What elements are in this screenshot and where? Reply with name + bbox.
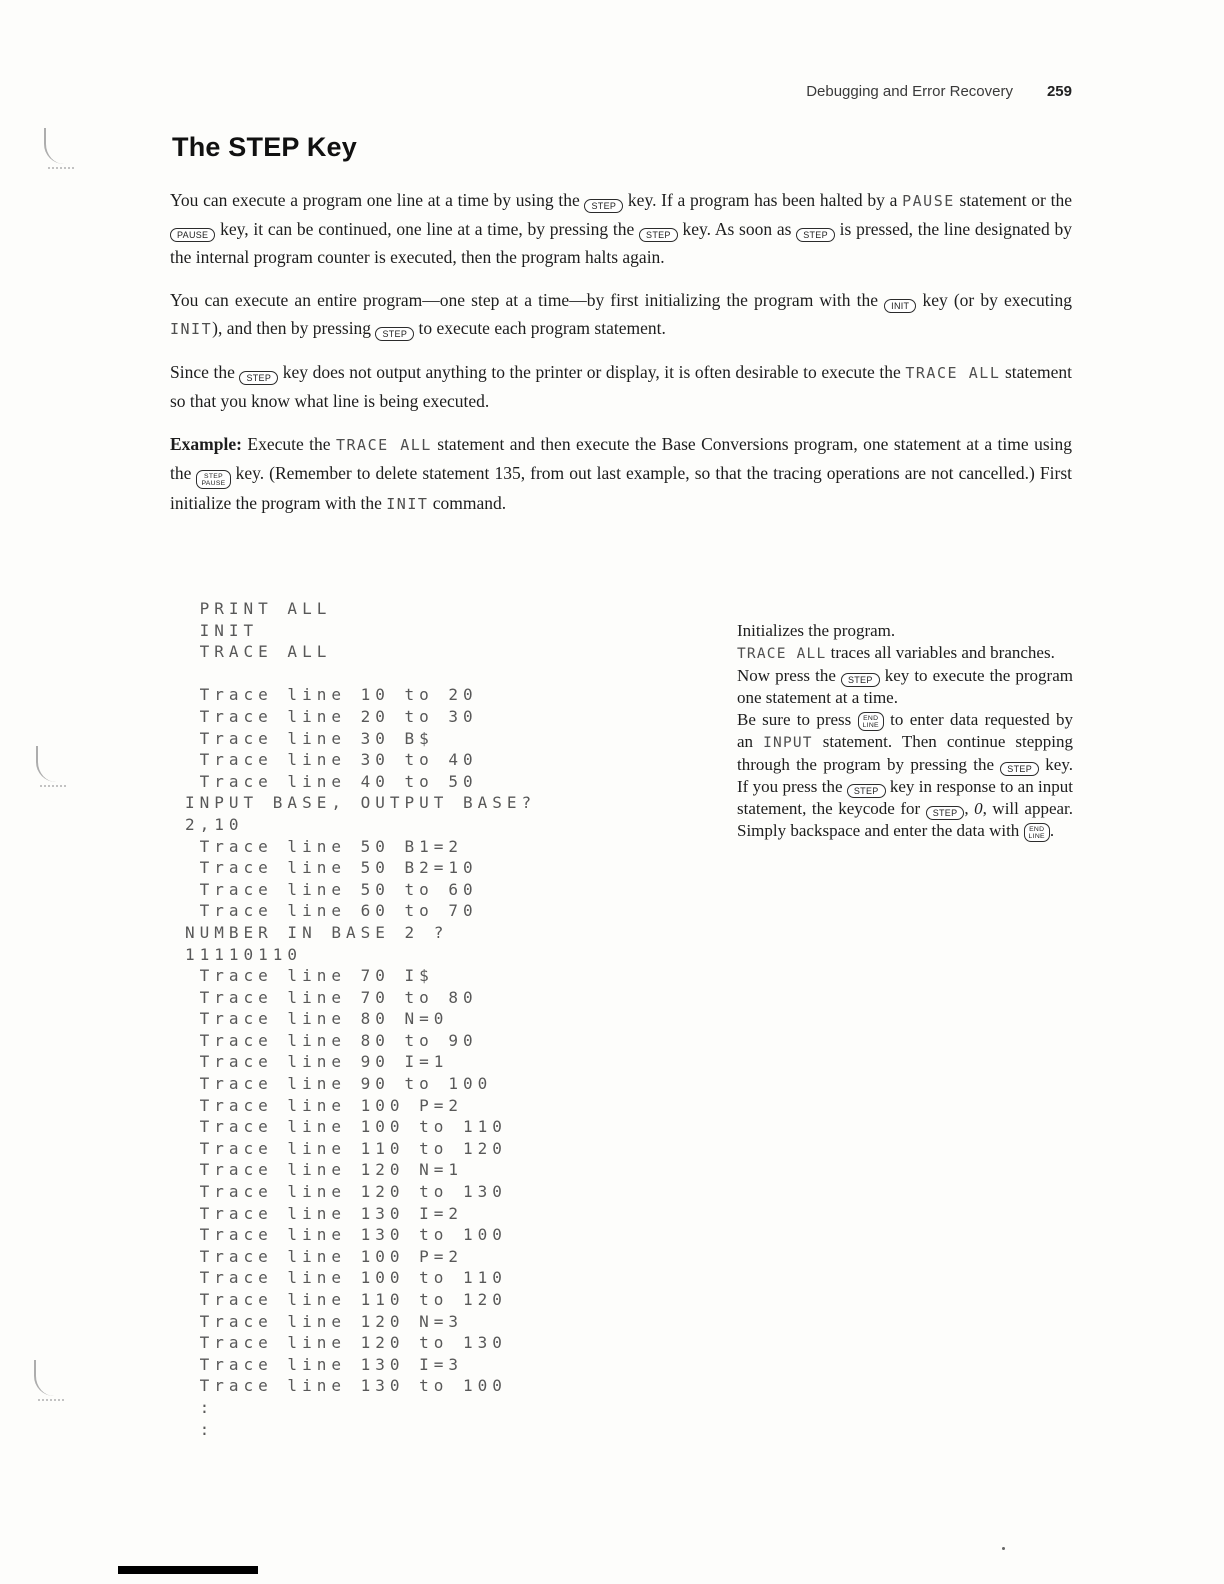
output-line: Trace line 100 to 110 [185,1268,507,1288]
output-line: Trace line 40 to 50 [185,771,478,791]
output-line: Trace line 90 I=1 [185,1052,449,1072]
step-key-icon: STEP [847,784,886,798]
output-line: Trace line 50 B2=10 [185,858,478,878]
text-run: to enter data requested by an [737,710,1073,751]
text-run: key in response to an input statement, the keycode for [737,777,1073,818]
output-line: Trace line 30 to 40 [185,750,478,770]
output-line: Trace line 110 to 120 [185,1138,507,1158]
output-line: Trace line 130 I=3 [185,1354,464,1374]
body-paragraph [170,186,1072,271]
output-line: Trace line 80 N=0 [185,1009,449,1029]
text-run: Example: [170,434,242,454]
output-line: : [185,1419,215,1439]
text-run: key to execute the program one statement at a time. [737,666,1073,707]
output-line: Trace line 100 P=2 [185,1095,464,1115]
text-run: statement and then execute the Base Conversions program, one statement at a time using the [170,434,1073,483]
running-header [0,83,1072,100]
step-key-icon: STEP [639,228,678,242]
output-line: Trace line 10 to 20 [185,685,478,705]
end-line-key-icon: END LINE [858,712,884,731]
text-run: statement or the [954,190,1072,210]
text-run: traces all variables and branches. [826,643,1055,662]
output-line: 11110110 [185,944,303,964]
output-line: Trace line 100 to 110 [185,1117,507,1137]
step-key-icon: STEP [1000,762,1039,776]
header-section-title: Debugging and Error Recovery [806,83,1013,100]
output-line: Trace line 130 I=2 [185,1203,464,1223]
step-key-icon: STEP [926,806,965,820]
output-line: TRACE ALL [185,642,332,662]
text-run: key (or by executing [916,290,1072,310]
output-line: NUMBER IN BASE 2 ? [185,922,449,942]
margin-mark-icon [34,1360,54,1396]
output-line: Trace line 130 to 100 [185,1225,507,1245]
output-line: INIT [185,620,259,640]
output-line: Trace line 60 to 70 [185,901,478,921]
output-line: Trace line 100 P=2 [185,1246,464,1266]
output-line [185,663,536,685]
annotation-paragraph [737,642,1073,665]
text-run: key. As soon as [677,219,797,239]
body-paragraph [170,430,1072,518]
computer-font-text: TRACE ALL [335,436,432,454]
output-line: Trace line 30 B$ [185,728,434,748]
output-line: 2,10 [185,814,244,834]
program-output [185,598,536,1440]
output-line: Trace line 50 B1=2 [185,836,464,856]
computer-font-text: INIT [170,320,213,338]
output-line: Trace line 120 N=3 [185,1311,464,1331]
text-run: statement so that you know what line is being executed. [170,362,1073,411]
text-run: key does not output anything to the printer or display, it is often desirable to execute the [278,362,906,382]
annotation-paragraph [737,709,1073,842]
output-line: PRINT ALL [185,599,332,618]
step-key-icon: STEP [239,371,278,385]
output-line: Trace line 70 I$ [185,966,434,986]
body-paragraph [170,358,1072,415]
step-key-icon: STEP [375,327,414,341]
scan-artifact-bar [118,1566,258,1574]
output-line: Trace line 120 to 130 [185,1333,507,1353]
body-copy [170,186,1072,533]
text-run: key. If you press the [737,755,1073,796]
body-paragraph [170,286,1072,343]
step-key-icon: STEP [796,228,835,242]
output-line: Trace line 20 to 30 [185,706,478,726]
annotation-paragraph [737,620,1073,642]
output-line: Trace line 70 to 80 [185,987,478,1007]
computer-font-text: TRACE ALL [905,364,1001,382]
text-run: to execute each program statement. [414,318,666,338]
margin-notes-column [737,620,1073,842]
text-run: is pressed, the line designated by the internal program counter is executed, then the program halts again. [170,219,1072,267]
init-key-icon: INIT [884,299,916,313]
output-line: Trace line 130 to 100 [185,1376,507,1396]
text-run: key, it can be continued, one line at a time, by pressing the [215,219,640,239]
margin-mark-icon [36,746,56,782]
text-run: key. (Remember to delete statement 135, from out last example, so that the tracing operations are not cancelled.) First initialize the program with the [170,463,1072,513]
output-line: Trace line 110 to 120 [185,1290,507,1309]
computer-font-text: INPUT [763,735,813,751]
output-line: Trace line 50 to 60 [185,879,478,899]
scan-artifact-dot [1002,1547,1005,1550]
step-key-icon: STEP [841,673,880,687]
output-line: Trace line 120 to 130 [185,1182,507,1202]
text-run: Now press the [737,666,841,685]
text-run: Initializes the program. [737,621,896,640]
text-run: You can execute an entire program—one step at a time—by first initializing the program with the [170,290,885,310]
step-pause-key-icon: STEP PAUSE [196,470,230,489]
output-line: : [185,1397,215,1417]
end-line-key-icon: END LINE [1024,823,1050,842]
output-line: INPUT BASE, OUTPUT BASE? [185,793,537,813]
computer-font-text: INIT [386,495,429,513]
text-run: . [1049,821,1055,840]
margin-mark-icon [44,128,64,164]
text-run: 0 [974,799,983,818]
text-run: statement. Then continue stepping through the program by pressing the [737,732,1073,774]
pause-key-icon: PAUSE [170,228,215,242]
text-run: ), and then by pressing [212,318,376,338]
text-run: key. If a program has been halted by a [623,190,903,210]
annotation-paragraph [737,665,1073,709]
output-line: Trace line 90 to 100 [185,1074,493,1094]
text-run: , will appear. Simply backspace and enter the data with [737,799,1074,840]
header-page-number: 259 [1046,83,1072,100]
page-title: The STEP Key [172,132,357,162]
text-run: command. [428,493,507,513]
computer-font-text: PAUSE [902,192,955,210]
output-line: Trace line 120 N=1 [185,1160,464,1180]
text-run: Be sure to press [737,710,858,729]
output-line: Trace line 80 to 90 [185,1030,478,1050]
computer-font-text: TRACE ALL [737,646,827,662]
text-run: You can execute a program one line at a time by using the [170,190,585,210]
text-run: , [964,799,975,818]
step-key-icon: STEP [584,199,623,213]
text-run: Execute the [241,434,336,454]
text-run: Since the [170,362,240,382]
